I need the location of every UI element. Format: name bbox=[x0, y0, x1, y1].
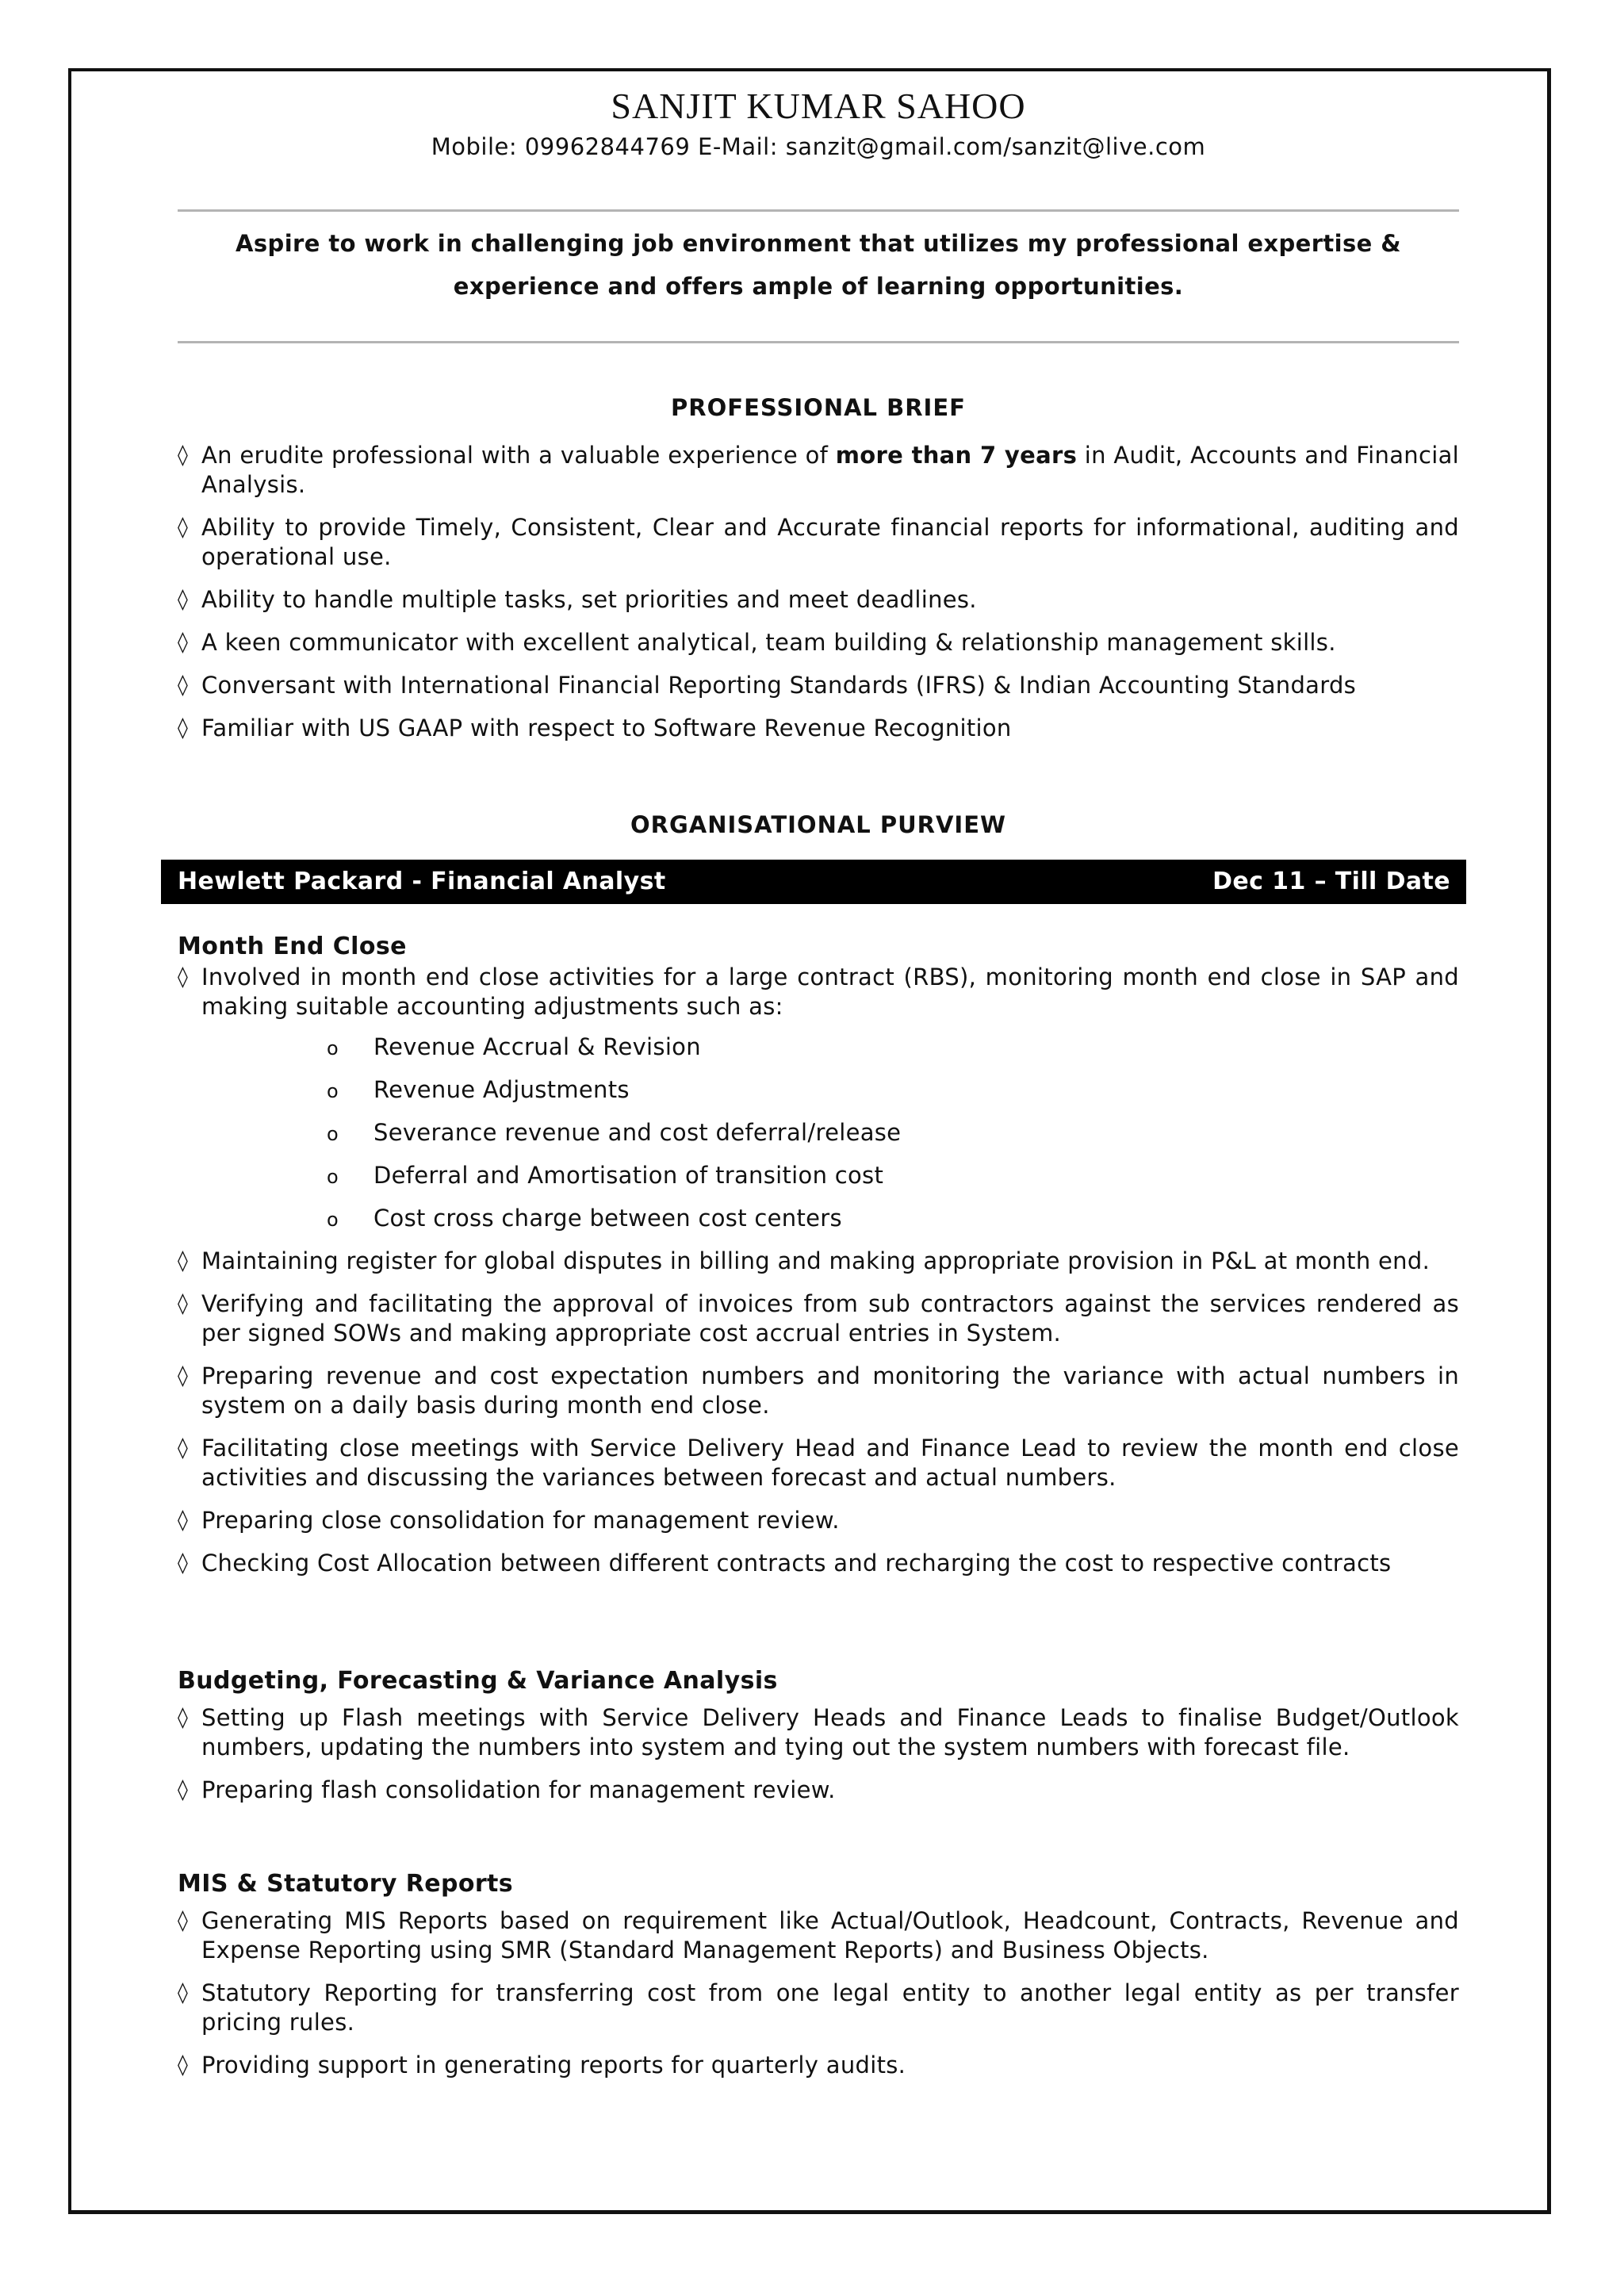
candidate-name: SANJIT KUMAR SAHOO bbox=[611, 86, 1026, 126]
list-item: ◊ Statutory Reporting for transferring cost from one legal entity to another legal entity as per transfer pricing rules. bbox=[178, 1979, 1459, 2037]
mis-section bbox=[178, 1868, 1459, 2094]
professional-brief-title: PROFESSIONAL BRIEF bbox=[671, 394, 966, 421]
list-item: ◊ Familiar with US GAAP with respect to Software Revenue Recognition bbox=[178, 714, 1459, 743]
resume-header bbox=[178, 79, 1459, 163]
month-end-close-heading: Month End Close bbox=[178, 933, 407, 960]
list-item: ◊ Involved in month end close activities for a large contract (RBS), monitoring month end close in SAP and making suitable accounting adjustments such as: bbox=[178, 963, 1459, 1021]
list-item: ◊ Providing support in generating reports for quarterly audits. bbox=[178, 2051, 1459, 2080]
list-item: ◊ Verifying and facilitating the approval of invoices from sub contractors against the services rendered as per signed SOWs and making appropriate cost accrual entries in System. bbox=[178, 1289, 1459, 1348]
experience-highlight: more than 7 years bbox=[835, 442, 1078, 469]
list-item: ◊ Ability to handle multiple tasks, set priorities and meet deadlines. bbox=[178, 585, 1459, 615]
organisational-purview-title: ORGANISATIONAL PURVIEW bbox=[630, 811, 1007, 838]
budgeting-section bbox=[178, 1665, 1459, 1818]
list-item: o Revenue Accrual & Revision bbox=[178, 1033, 1459, 1062]
list-item bbox=[178, 441, 1459, 500]
job-dates: Dec 11 – Till Date bbox=[1212, 868, 1450, 895]
list-item: ◊ Facilitating close meetings with Service Delivery Head and Finance Lead to review the month end close activities and discussing the variances between forecast and actual numbers. bbox=[178, 1434, 1459, 1492]
brief-text: in Audit, Accounts and Financial Analysis. bbox=[201, 442, 1459, 498]
list-item: ◊ Maintaining register for global disputes in billing and making appropriate provision in P&L at month end. bbox=[178, 1247, 1459, 1276]
brief-text: An erudite professional with a valuable experience of bbox=[201, 442, 836, 469]
list-item: ◊ Conversant with International Financial Reporting Standards (IFRS) & Indian Accounting Standards bbox=[178, 671, 1459, 700]
month-end-close-section bbox=[178, 931, 1459, 1592]
adjustment-types-list bbox=[178, 1033, 1459, 1233]
list-item: o Cost cross charge between cost centers bbox=[178, 1204, 1459, 1233]
list-item: ◊ Preparing revenue and cost expectation numbers and monitoring the variance with actual numbers in system on a daily basis during month end close. bbox=[178, 1362, 1459, 1420]
month-end-activities-list bbox=[178, 1247, 1459, 1578]
professional-brief bbox=[178, 441, 1459, 757]
mis-list bbox=[178, 1906, 1459, 2080]
objective-line-2: experience and offers ample of learning opportunities. bbox=[453, 273, 1184, 300]
job-title: Hewlett Packard - Financial Analyst bbox=[178, 868, 666, 895]
list-item: o Severance revenue and cost deferral/release bbox=[178, 1118, 1459, 1148]
list-item: ◊ Preparing close consolidation for management review. bbox=[178, 1506, 1459, 1535]
list-item: ◊ Preparing flash consolidation for management review. bbox=[178, 1776, 1459, 1805]
professional-brief-list bbox=[178, 441, 1459, 743]
list-item: o Revenue Adjustments bbox=[178, 1075, 1459, 1105]
list-item: ◊ Setting up Flash meetings with Service Delivery Heads and Finance Leads to finalise Budget/Outlook numbers, updating the numbers into system and tying out the system numbers with forecast file. bbox=[178, 1703, 1459, 1762]
objective-line-1: Aspire to work in challenging job environment that utilizes my professional expertise & bbox=[236, 230, 1401, 257]
budgeting-heading: Budgeting, Forecasting & Variance Analysis bbox=[178, 1667, 778, 1695]
list-item: ◊ A keen communicator with excellent analytical, team building & relationship management skills. bbox=[178, 628, 1459, 657]
divider-top bbox=[178, 209, 1459, 212]
divider-bottom bbox=[178, 341, 1459, 343]
list-item: ◊ Checking Cost Allocation between different contracts and recharging the cost to respective contracts bbox=[178, 1549, 1459, 1578]
month-end-intro-list bbox=[178, 963, 1459, 1021]
list-item: o Deferral and Amortisation of transition cost bbox=[178, 1161, 1459, 1190]
job-header-bar bbox=[161, 860, 1466, 904]
budgeting-list bbox=[178, 1703, 1459, 1805]
contact-line: Mobile: 09962844769 E-Mail: sanzit@gmail.com/sanzit@live.com bbox=[431, 133, 1206, 160]
list-item: ◊ Generating MIS Reports based on requirement like Actual/Outlook, Headcount, Contracts, Revenue and Expense Reporting using SMR (Standard Management Reports) and Business Objects. bbox=[178, 1906, 1459, 1965]
objective bbox=[178, 222, 1459, 308]
list-item: ◊ Ability to provide Timely, Consistent, Clear and Accurate financial reports for informational, auditing and operational use. bbox=[178, 513, 1459, 572]
mis-heading: MIS & Statutory Reports bbox=[178, 1870, 514, 1898]
